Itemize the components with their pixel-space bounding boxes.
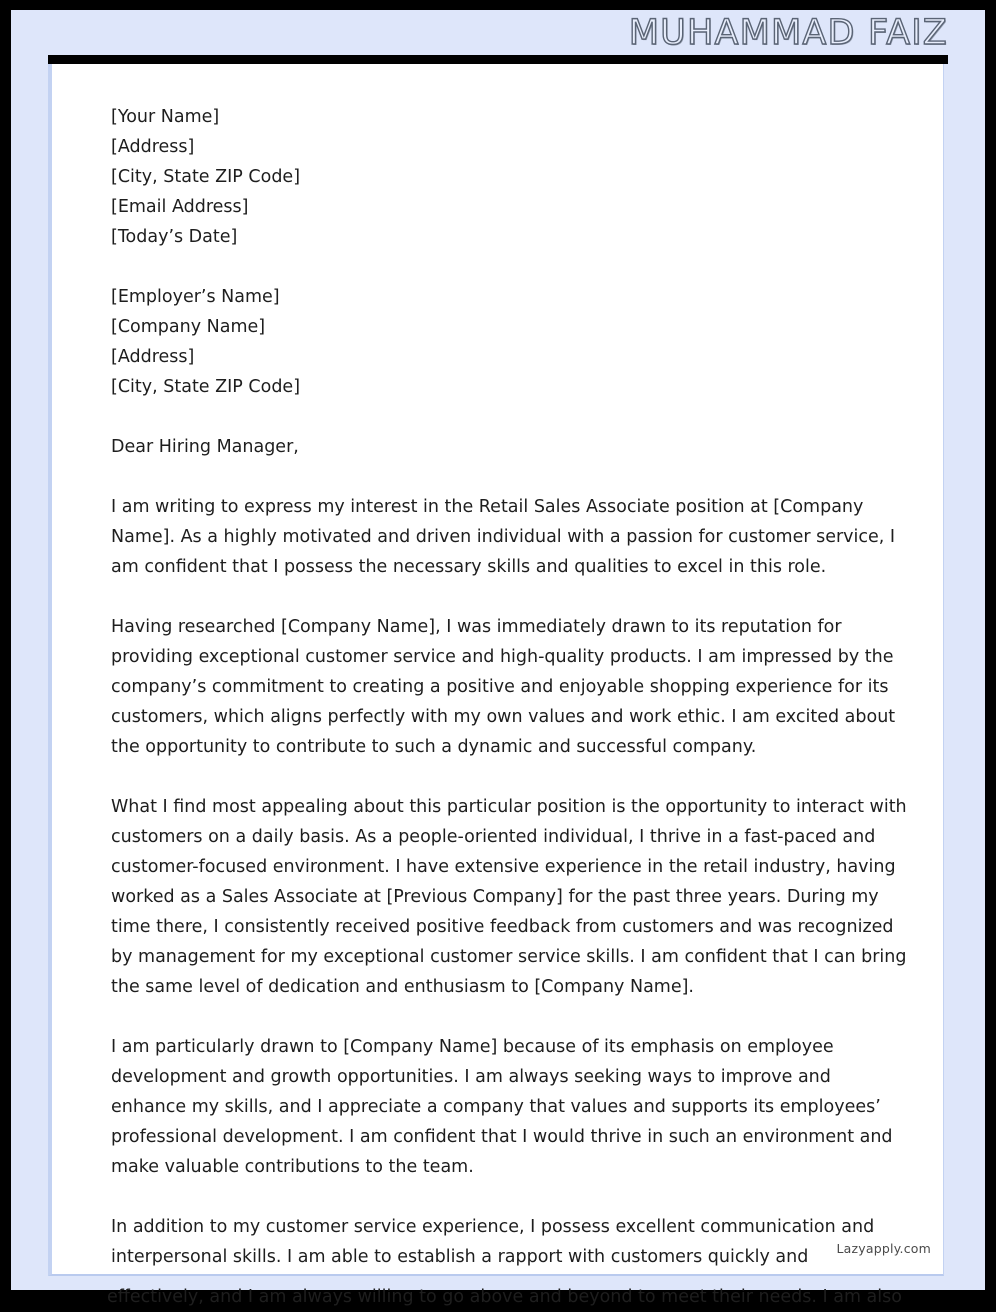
recipient-line: [Employer’s Name] xyxy=(111,287,280,307)
sender-address-block xyxy=(111,102,911,252)
recipient-line: [City, State ZIP Code] xyxy=(111,377,301,397)
recipient-line: [Company Name] xyxy=(111,317,266,337)
sender-line: [City, State ZIP Code] xyxy=(111,167,301,187)
sender-line: [Today’s Date] xyxy=(111,227,238,247)
body-paragraph: What I find most appealing about this particular position is the opportunity to interact with customers on a daily basis. As a people-oriented individual, I thrive in a fast-paced and customer-focused environment. I have extensive experience in the retail industry, having worked as a Sales Associate at [Previous Company] for the past three years. During my time there, I consistently received positive feedback from customers and was recognized by management for my exceptional customer service skills. I am confident that I can bring the same level of dedication and enthusiasm to [Company Name]. xyxy=(111,797,907,997)
spacer xyxy=(111,252,911,282)
document-canvas xyxy=(11,10,985,1307)
page-title: MUHAMMAD FAIZ xyxy=(628,13,948,53)
spacer xyxy=(111,462,911,492)
body-paragraph: I am writing to express my interest in the Retail Sales Associate position at [Company Name]. As a highly motivated and driven individual with a passion for customer service, I am confident that I possess the necessary skills and qualities to excel in this role. xyxy=(111,497,896,577)
sender-line: [Address] xyxy=(111,137,195,157)
letter-page xyxy=(48,64,944,1276)
recipient-address-block xyxy=(111,282,911,402)
salutation: Dear Hiring Manager, xyxy=(111,437,299,457)
recipient-line: [Address] xyxy=(111,347,195,367)
title-divider-rule xyxy=(48,55,948,64)
watermark: Lazyapply.com xyxy=(836,1241,931,1256)
sender-line: [Email Address] xyxy=(111,197,249,217)
body-paragraph: I am particularly drawn to [Company Name] because of its emphasis on employee development and growth opportunities. I am always seeking ways to improve and enhance my skills, and I appreciate a company that values and supports its employees’ professional development. I am confident that I would thrive in such an environment and make valuable contributions to the team. xyxy=(111,1037,893,1177)
body-paragraph: Having researched [Company Name], I was immediately drawn to its reputation for providing exceptional customer service and high-quality products. I am impressed by the company’s commitment to creating a positive and enjoyable shopping experience for its customers, which aligns perfectly with my own values and work ethic. I am excited about the opportunity to contribute to such a dynamic and successful company. xyxy=(111,617,896,757)
letter-body xyxy=(111,102,911,1272)
header-band xyxy=(11,10,985,55)
spacer xyxy=(111,402,911,432)
body-paragraph: In addition to my customer service experience, I possess excellent communication and interpersonal skills. I am able to establish a rapport with customers quickly and xyxy=(111,1217,875,1267)
sender-line: [Your Name] xyxy=(111,107,220,127)
body-paragraph-overflow: effectively, and I am always willing to go above and beyond to meet their needs. I am also xyxy=(107,1287,902,1307)
